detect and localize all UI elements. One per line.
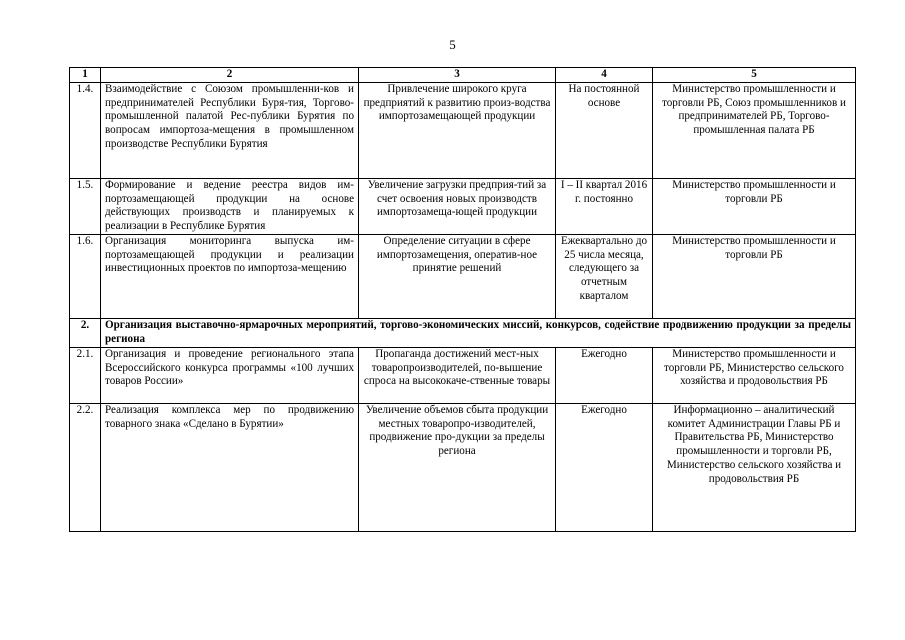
- term-cell: Ежегодно: [556, 404, 653, 532]
- responsible-cell: Информационно – аналитический комитет Администрации Главы РБ и Правительства РБ, Министерство промышленности и торговли РБ, Министерство сельского хозяйства и продовольствия РБ: [653, 404, 856, 532]
- header-cell-4: 4: [556, 68, 653, 83]
- responsible-cell: Министерство промышленности и торговли РБ: [653, 235, 856, 319]
- header-cell-2: 2: [101, 68, 359, 83]
- row-number: 1.6.: [70, 235, 101, 319]
- header-cell-3: 3: [359, 68, 556, 83]
- section-row: [70, 319, 856, 348]
- result-cell: Привлечение широкого круга предприятий к развитию произ-водства импортозамещающей продукции: [359, 83, 556, 179]
- term-cell: На постоянной основе: [556, 83, 653, 179]
- result-cell: Пропаганда достижений мест-ных товаропроизводителей, по-вышение спроса на высококаче-ственные товары: [359, 348, 556, 404]
- activity-cell: Организация и проведение регионального этапа Всероссийского конкурса программы «100 лучших товаров России»: [101, 348, 359, 404]
- result-cell: Увеличение объемов сбыта продукции местных товаропро-изводителей, продвижение про-дукции за пределы региона: [359, 404, 556, 532]
- table-row: [70, 348, 856, 404]
- page-number: 5: [449, 37, 456, 52]
- result-cell: Увеличение загрузки предприя-тий за счет освоения новых производств импортозамеща-ющей продукции: [359, 179, 556, 235]
- row-number: 1.5.: [70, 179, 101, 235]
- responsible-cell: Министерство промышленности и торговли РБ, Министерство сельского хозяйства и продовольствия РБ: [653, 348, 856, 404]
- activity-cell: Взаимодействие с Союзом промышленни-ков и предпринимателей Республики Буря-тия, Торгово-промышленной палатой Рес-публики Бурятия по вопросам импортоза-мещения в промышленном производстве Республики Бурятия: [101, 83, 359, 179]
- activity-cell: Организация мониторинга выпуска им-портозамещающей продукции и реализации инвестиционных проектов по импортоза-мещению: [101, 235, 359, 319]
- activity-cell: Формирование и ведение реестра видов им-портозамещающей продукции на основе действующих производств и планируемых к реализации в Республике Бурятия: [101, 179, 359, 235]
- header-cell-5: 5: [653, 68, 856, 83]
- row-number: 2.2.: [70, 404, 101, 532]
- responsible-cell: Министерство промышленности и торговли РБ: [653, 179, 856, 235]
- term-cell: I – II квартал 2016 г. постоянно: [556, 179, 653, 235]
- table-row: [70, 404, 856, 532]
- term-cell: Ежегодно: [556, 348, 653, 404]
- table-row: [70, 83, 856, 179]
- row-number: 2.1.: [70, 348, 101, 404]
- table-row: [70, 235, 856, 319]
- responsible-cell: Министерство промышленности и торговли РБ, Союз промышленников и предпринимателей РБ, Торгово-промышленная палата РБ: [653, 83, 856, 179]
- activity-cell: Реализация комплекса мер по продвижению товарного знака «Сделано в Бурятии»: [101, 404, 359, 532]
- term-cell: Ежеквартально до 25 числа месяца, следующего за отчетным кварталом: [556, 235, 653, 319]
- header-cell-1: 1: [70, 68, 101, 83]
- section-number: 2.: [70, 319, 101, 348]
- header-row: [70, 68, 856, 83]
- section-title: Организация выставочно-ярмарочных мероприятий, торгово-экономических миссий, конкурсов, содействие продвижению продукции за пределы региона: [101, 319, 856, 348]
- row-number: 1.4.: [70, 83, 101, 179]
- measures-table: [69, 67, 856, 532]
- result-cell: Определение ситуации в сфере импортозамещения, оператив-ное принятие решений: [359, 235, 556, 319]
- table-row: [70, 179, 856, 235]
